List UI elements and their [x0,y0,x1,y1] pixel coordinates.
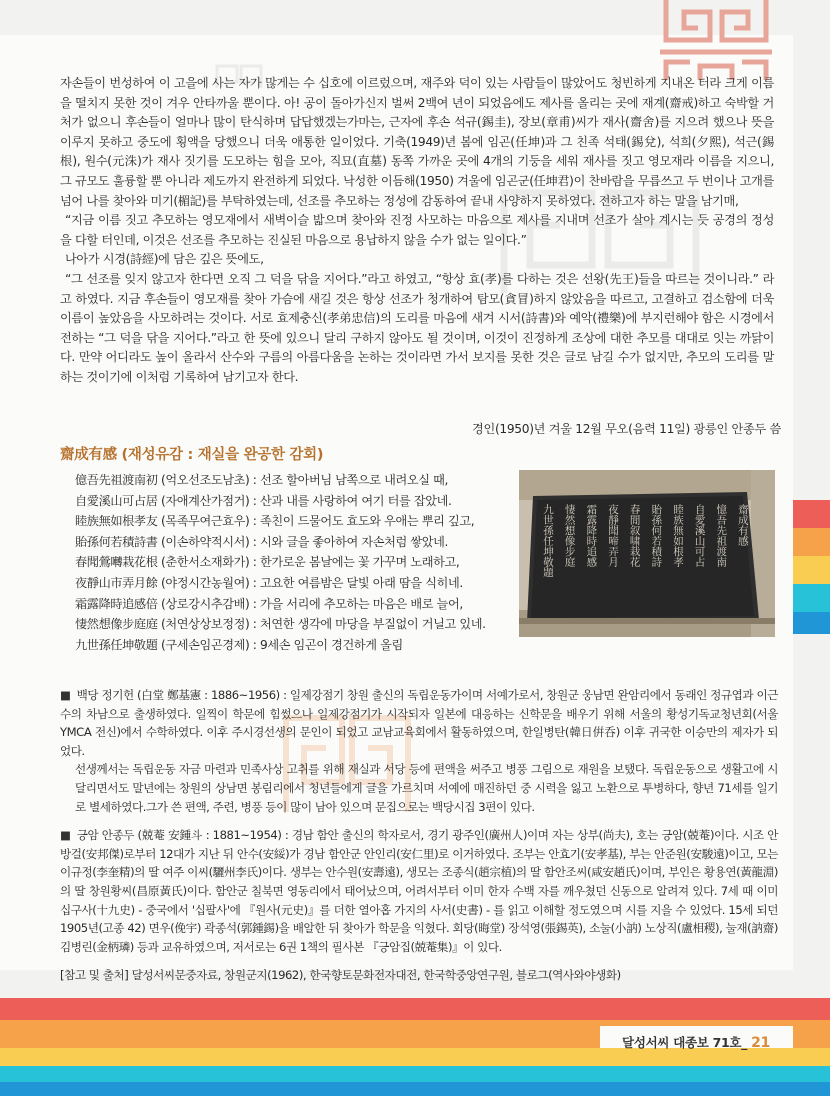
poem-meaning: : 선조 할아버님 남쪽으로 내려오실 때, [249,473,448,487]
article-paragraph: 나아가 시경(詩經)에 담은 깊은 뜻에도, [65,252,264,267]
footer-stripe-red [0,998,830,1020]
poem-lines [75,470,515,655]
plaque-photo [519,470,775,637]
poem-reading: (야정시간농월여) [161,575,250,590]
footer-publication-label [622,1033,770,1051]
footer-stripe-cyan [0,1066,830,1082]
poem-reading: (억오선조도남초) [161,473,250,487]
poem-hanja: 春聞鶯囀栽花根 [75,555,158,570]
biography-section [60,686,778,985]
poem-reading: (상로강시추감배) [161,596,250,611]
article-paragraph: “그 선조를 잊지 않고자 한다면 오직 그 덕을 닦을 지어다.”라고 하였고, “항상 효(孝)를 다하는 것은 선왕(先王)들을 따르는 것이니라.” 라고 하였다. 지금 후손들이 영모재를 찾아 가슴에 새길 것은 항상 선조가 청개하여 탐모(貪冒)하지 않았음을 따르고, 고결하고 검소함에 더욱 이름이 높았음을 사모하려는 것이다. 서로 효제충신(孝弟忠信)의 도리를 마음에 새겨 시서(詩書)와 예악(禮樂)에 부지런해야 함은 시경에서 전하는 “그 덕을 닦을 지어다.”라고 한 뜻에 있으니 달리 구하지 않아도 될 것이며, 이것이 진정하게 조상에 대한 추모를 대대로 잇는 까닭이다. 만약 어디라도 높이 올라서 산수와 구름의 아름다움을 논하는 것이라면 가서 보지를 못한 것은 글로 남길 수가 없지만, 추모의 도리를 말하는 것이기에 이처럼 기록하여 남기고자 한다. [60,271,774,384]
meander-decoration-icon [660,0,772,80]
side-tab-orange [793,528,830,556]
plaque-column: 貽孫何若積詩 [650,504,663,567]
poem-line [75,594,515,615]
article-signature: 경인(1950)년 겨울 12월 무오(음력 11일) 광릉인 안종두 씀 [472,422,781,436]
page-number: 21 [751,1035,770,1051]
plaque-column: 九世孫任坤敬題 [542,504,554,578]
poem-line [75,491,515,512]
bio-entry [60,826,778,956]
poem-reading: (춘한서소재화가) [161,555,250,570]
plaque-column: 睦族無如根孝 [671,504,684,567]
poem-hanja: 億吾先祖渡南初 [75,473,158,487]
footer-separator: _ [741,1035,748,1050]
poem-meaning: : 한가로운 봄날에는 꽃 가꾸며 노래하고, [249,555,460,570]
poem-meaning: : 산과 내를 사랑하여 여기 터를 잡았네. [249,493,452,508]
bullet-icon: ■ [60,688,71,702]
bio-text: 선생께서는 독립운동 자금 마련과 민족사상 고취를 위해 재실과 서당 등에 편액을 써주고 병풍 그림으로 재원을 보탰다. 독립운동으로 생활고에 시달리면서도 말년에는 창원의 상남면 봉림리에서 청년들에게 글을 가르치며 서예에 매진하던 중 시력을 잃고 노환으로 투병하다, 향년 71세를 일기로 별세하였다.그가 쓴 편액, 주련, 병풍 등이 많이 남아 있으며 문집으로는 백당시집 3편이 있다. [75,762,778,814]
poem-line [75,470,515,491]
plaque-column: 齋成有感 [736,504,749,546]
plaque-column: 霜露降時追感 [585,504,598,567]
poem-hanja: 自愛溪山可占居 [75,493,158,508]
bio-entry [60,686,778,760]
poem-hanja: 貽孫何若積詩書 [75,534,158,549]
poem-line [75,552,515,573]
footer-stripe-blue [0,1082,830,1096]
plaque-column: 春閒叙啸栽花 [628,504,641,567]
poem-meaning: : 9세손 임곤이 경건하게 올림 [249,637,403,652]
poem-line [75,532,515,553]
bio-text: 백당 정기헌 (白堂 鄭基憲 : 1886~1956) : 일제강점기 창원 출신의 독립운동가이며 서예가로서, 창원군 웅남면 완암리에서 동래인 정규엽과 이근수의 차남으로 출생하였다. 일찍이 학문에 힘썼으나 일제강점기가 시작되자 일본에 대응하는 신학문을 배우기 위해 서울의 황성기독교청년회(서울YMCA 전신)에서 수학하였다. 이후 주시경선생의 문인이 되었고 교남교육회에서 활동하였으며, 한일병탄(韓日倂呑) 이후 귀국한 이승만의 제자가 되었다. [60,688,779,758]
side-tab-blue [793,612,830,634]
poem-reading: (이손하약적시서) [161,534,250,549]
side-tab-yellow [793,556,830,584]
plaque-column: 夜靜聞啼弄月 [606,504,619,567]
poem-hanja: 睦族無如根孝友 [75,514,158,529]
poem-hanja: 九世孫任坤敬題 [75,637,158,652]
poem-meaning: : 가을 서리에 추모하는 마음은 배로 늘어, [249,596,463,611]
plaque-column: 自愛溪山可占 [693,504,706,567]
article-paragraph: “지금 이름 짓고 추모하는 영모재에서 새벽이슬 밟으며 찾아와 진정 사모하는 마음으로 제사를 지내며 선조가 살아 계시는 듯 공경의 정성을 다할 터인데, 이것은 선조를 추모하는 진실된 마음으로 용납하지 않을 수가 없는 일이다.” [60,213,774,247]
poem-line [75,635,515,656]
poem-line [75,511,515,532]
bullet-icon: ■ [60,828,71,843]
poem-meaning: : 고요한 여름밤은 달빛 아래 땀을 식히네. [249,575,463,590]
poem-hanja: 悽然想像步庭庭 [75,617,158,632]
poem-hanja: 夜靜山市弄月餘 [75,575,158,590]
poem-meaning: : 시와 글을 좋아하여 자손처럼 쌓았네. [249,534,448,549]
poem-reading: (목족무여근효우) [161,514,250,529]
reference-note: [참고 및 출처] 달성서씨문중자료, 창원군지(1962), 한국향토문화전자대전, 한국학중앙연구원, 블로그(역사와야생화) [60,968,621,983]
side-tab-red [793,500,830,528]
poem-reading: (구세손임곤경제) [161,637,250,652]
side-tab-cyan [793,584,830,612]
poem-reading: (자애계산가점거) [161,493,250,508]
article-body [60,74,774,388]
poem-line [75,614,515,635]
poem-meaning: : 처연한 생각에 마당을 부질없이 거닐고 있네. [249,617,486,632]
plaque-column: 悽然想像步庭 [563,504,576,567]
poem-reading: (처연상상보정정) [161,617,250,632]
article-paragraph: 자손들이 번성하여 이 고을에 사는 자가 많게는 수 십호에 이르렀으며, 재주와 덕이 있는 사람들이 많았어도 청빈하게 지내온 터라 크게 이름을 떨치지 못한 것이 겨우 안타까울 뿐이다. 아! 공이 돌아가신지 벌써 2백여 년이 되었음에도 제사를 올리는 곳에 재계(齋戒)하고 숙박할 거처가 없으니 후손들이 얼마나 많이 탄식하며 답답했겠는가마는, 근자에 후손 석규(錫圭), 장보(章甫)씨가 재사(齋舍)를 지으려 했으나 뜻을 이루지 못하고 중도에 횡액을 당했으니 더욱 애통한 일이었다. 기축(1949)년 봄에 임곤(任坤)과 그 친족 석태(錫兌), 석희(夕熙), 석근(錫根), 원수(元洙)가 재사 짓기를 도모하는 힘을 모아, 직묘(直墓) 동쪽 가까운 곳에 4개의 기둥을 세워 재사를 짓고 영모재라 이름을 지으니, 그 규모도 훌륭할 뿐 아니라 제도까지 완전하게 되었다. 낙성한 이듬해(1950) 겨울에 임곤군(任坤君)이 찬바람을 무릅쓰고 두 번이나 고개를 넘어 나를 찾아와 미기(楣記)를 부탁하였는데, 선조를 추모하는 정성에 감동하여 끝내 사양하지 못하였다. 전하고자 하는 말을 남기매, [60,76,775,208]
plaque-column: 憶吾先祖渡南 [715,504,728,567]
plaque-columns [541,504,749,612]
poem-title: 齋成有感 (재성유감 : 재실을 완공한 감회) [60,447,324,463]
poem-hanja: 霜露降時追感倍 [75,596,158,611]
poem-meaning: : 족친이 드물어도 효도와 우애는 뿌리 깊고, [249,514,475,529]
footer-title: 달성서씨 대종보 71호 [622,1035,742,1050]
bio-text: 긍암 안종두 (兢菴 安鍾斗 : 1881~1954) : 경남 함안 출신의 학자로서, 경기 광주인(廣州人)이며 자는 상부(尚夫), 호는 긍암(兢菴)이다. 시조 안방걸(安邦傑)로부터 12대가 지난 뒤 안수(安綏)가 경남 함안군 안인리(安仁里)로 이거하였다. 조부는 안효기(安孝基), 부는 안준원(安駿遠)이고, 모는 이규정(李奎精)의 딸 여주 이씨(驪州李氏)이다. 생부는 안수원(安壽遠), 생모는 조종식(趙宗植)의 딸 함안조씨(咸安趙氏)이며, 부인은 황용연(黃龍淵)의 딸 창원황씨(昌原黃氏)이다. 함안군 칠북면 영동리에서 태어났으며, 어려서부터 이미 한자 수백 자를 깨우쳤던 신동으로 알려져 있다. 7세 때 이미 십구사(十九史) - 중국에서 '십팔사'에 『원사(元史)』를 더한 열아홉 가지의 사서(史書) - 를 읽고 이해할 정도였으며 시를 지을 수 있었다. 15세 되던 1905년(고종 42) 면우(俛宇) 곽종석(郭鍾錫)을 배알한 뒤 찾아가 학문을 익혔다. 회당(晦堂) 장석영(張錫英), 소눌(小訥) 노상직(盧相稷), 눌재(訥齋) 김병린(金柄璘) 등과 교유하였으며, 저서로는 6권 1책의 필사본 『긍암집(兢菴集)』이 있다. [60,828,779,954]
poem-line [75,573,515,594]
